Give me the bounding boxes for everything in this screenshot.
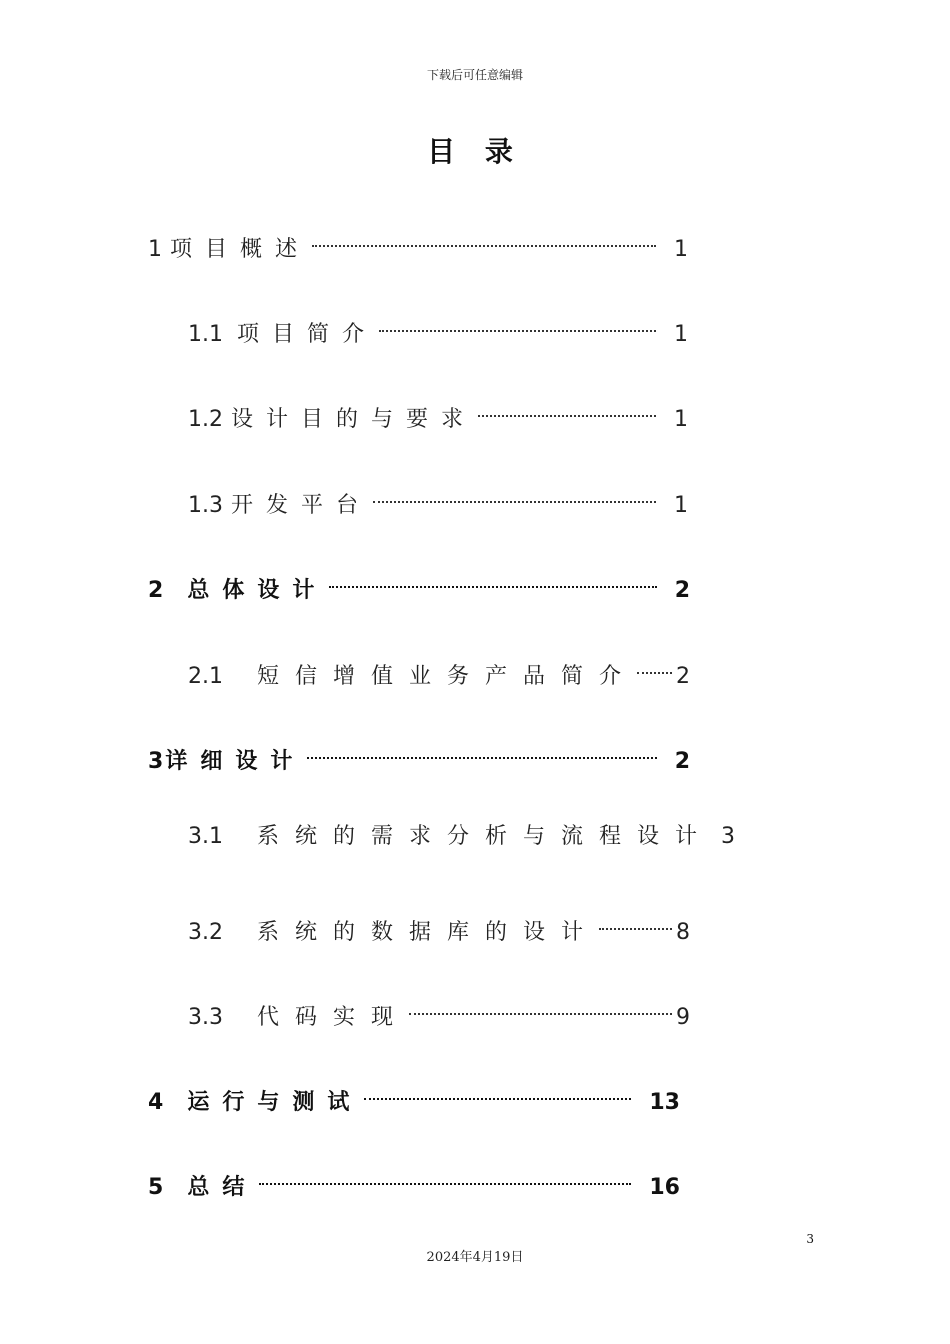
toc-entry-number: 2 — [148, 578, 164, 603]
toc-entry-title: 开发平台 — [231, 493, 372, 518]
toc-entry-number: 2.1 — [188, 664, 223, 689]
toc-entry-number: 1.1 — [188, 322, 223, 347]
toc-entry-3[interactable] — [148, 736, 690, 774]
toc-entry-title: 总体设计 — [187, 578, 328, 603]
toc-entry-1-1[interactable] — [188, 309, 688, 347]
page-number: 3 — [806, 1232, 814, 1246]
toc-leader-dots — [259, 1162, 631, 1194]
toc-entry-title: 详细设计 — [165, 749, 306, 774]
toc-leader-dots — [379, 309, 656, 341]
toc-entry-page: 2 — [676, 664, 690, 689]
toc-entry-page: 2 — [674, 749, 690, 774]
toc-leader-dots — [478, 394, 656, 426]
toc-title: 目 录 — [427, 135, 523, 168]
toc-entry-title: 总结 — [187, 1175, 258, 1200]
toc-entry-number: 4 — [148, 1090, 164, 1115]
toc-entry-page: 1 — [674, 237, 688, 262]
toc-entry-title: 系统的数据库的设计 — [257, 920, 600, 945]
toc-leader-dots — [373, 480, 656, 512]
toc-entry-4[interactable] — [148, 1077, 680, 1115]
toc-entry-number: 3.1 — [188, 824, 223, 849]
toc-leader-dots — [409, 992, 672, 1024]
toc-leader-dots — [329, 565, 656, 597]
toc-entry-page: 16 — [649, 1175, 680, 1200]
toc-entry-page: 3 — [721, 824, 736, 849]
toc-entry-number: 1.3 — [188, 493, 223, 518]
toc-entry-1-2[interactable] — [188, 394, 688, 432]
toc-entry-3-3[interactable] — [188, 992, 690, 1030]
toc-entry-title: 项目简介 — [237, 322, 378, 347]
toc-entry-title: 项目概述 — [170, 237, 311, 262]
toc-entry-number: 3.2 — [188, 920, 223, 945]
toc-entry-title: 设计目的与要求 — [231, 407, 477, 432]
toc-entry-page: 2 — [674, 578, 690, 603]
toc-entry-3-2[interactable] — [188, 907, 690, 945]
toc-entry-2[interactable] — [148, 565, 690, 603]
toc-entry-1-3[interactable] — [188, 480, 688, 518]
toc-entry-page: 1 — [674, 322, 688, 347]
toc-leader-dots — [599, 907, 672, 939]
toc-entry-number: 5 — [148, 1175, 164, 1200]
toc-leader-dots — [637, 651, 672, 683]
toc-leader-dots — [312, 224, 656, 256]
page-footer-date: 2024年4月19日 — [426, 1250, 524, 1265]
toc-entry-title: 代码实现 — [257, 1005, 410, 1030]
toc-entry-1[interactable] — [148, 224, 688, 262]
toc-entry-number: 1 — [148, 237, 162, 262]
toc-entry-number: 3 — [148, 749, 164, 774]
toc-entry-number: 3.3 — [188, 1005, 223, 1030]
toc-entry-title: 系统的需求分析与流程设计 — [257, 824, 714, 849]
toc-entry-5[interactable] — [148, 1162, 680, 1200]
toc-entry-page: 13 — [649, 1090, 680, 1115]
toc-entry-3-1[interactable] — [188, 821, 748, 853]
toc-entry-page: 8 — [676, 920, 690, 945]
toc-entry-title: 运行与测试 — [187, 1090, 363, 1115]
toc-entry-page: 9 — [676, 1005, 690, 1030]
toc-entry-number: 1.2 — [188, 407, 223, 432]
toc-leader-dots — [307, 736, 656, 768]
page-header: 下载后可任意编辑 — [426, 68, 523, 82]
toc-entry-page: 1 — [674, 493, 688, 518]
toc-leader-dots — [364, 1077, 631, 1109]
toc-entry-page: 1 — [674, 407, 688, 432]
toc-entry-title: 短信增值业务产品简介 — [257, 664, 638, 689]
toc-entry-2-1[interactable] — [188, 651, 690, 689]
